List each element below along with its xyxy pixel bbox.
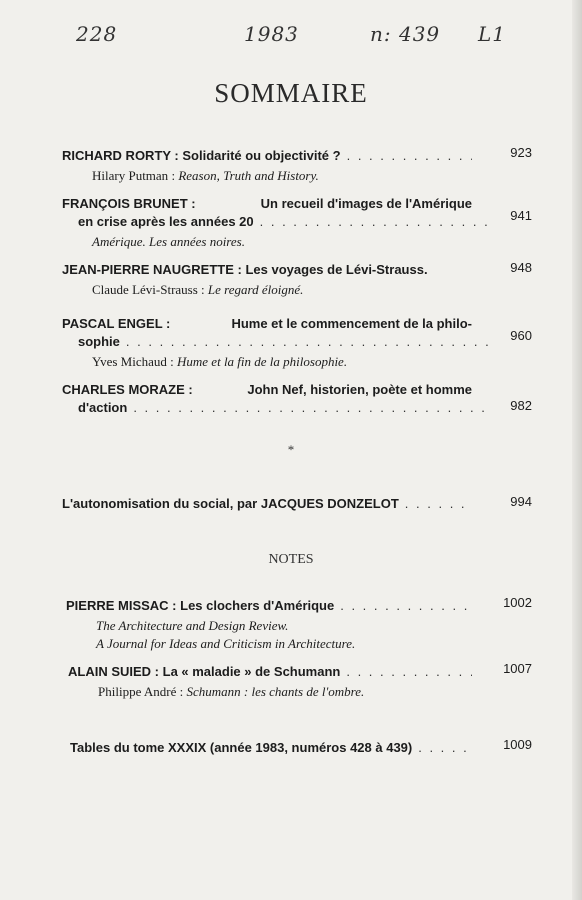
page-number: 1007 [503,661,532,676]
entry-author: RICHARD RORTY : [62,148,179,163]
reviewer: Hilary Putman [92,168,169,183]
entry-heading-cont [62,334,488,349]
page-number: 982 [510,398,532,413]
entry-heading [66,598,472,613]
page-number: 923 [510,145,532,160]
entry-author: JEAN-PIERRE NAUGRETTE : [62,262,242,277]
toc-entry [62,145,532,186]
leader-dots [405,496,472,511]
entry-title: Tables du tome XXXIX (année 1983, numéros 428 à 439) [70,740,413,755]
toc-entry [70,737,532,758]
reviewed-work: Le regard éloigné. [207,282,304,297]
review-line [62,234,532,252]
page-number: 960 [510,328,532,343]
toc-entry [62,196,532,252]
entry-heading [62,148,472,163]
entry-title: La « maladie » de Schumann [162,664,341,679]
reviewed-work: Schumann : les chants de l'ombre. [186,684,365,699]
toc-entry [68,661,532,702]
entry-heading-cont [62,400,488,415]
entry-title: Un recueil d'images de l'Amérique [260,196,472,211]
reviewed-work: Hume et la fin de la philosophie. [177,354,348,369]
entry-heading [70,740,472,755]
page-number: 1009 [503,737,532,752]
separator-asterisk: * [287,442,295,457]
entry-author: ALAIN SUIED : [68,664,159,679]
review-line: Hilary Putman : Reason, Truth and History. [92,168,319,183]
reviewed-work: A Journal for Ideas and Criticism in Architecture. [96,636,356,651]
entry-heading [62,196,472,211]
toc-entry [62,262,532,300]
entry-title: Solidarité ou objectivité ? [182,148,341,163]
leader-dots [340,598,472,613]
review-line: Claude Lévi-Strauss : Le regard éloigné. [92,282,304,297]
entry-heading [62,316,472,331]
toc-entry [62,382,532,418]
handwritten-mark: L1 [478,22,507,46]
reviewer: Yves Michaud [92,354,167,369]
review-line [66,618,532,636]
toc-entry [62,496,532,514]
leader-dots [347,148,472,163]
entry-heading-cont [62,214,488,229]
reviewed-work: Reason, Truth and History. [178,168,319,183]
page-number: 941 [510,208,532,223]
page-number: 948 [510,260,532,275]
entry-heading [68,664,472,679]
reviewed-work: The Architecture and Design Review. [96,618,289,633]
page-number: 1002 [503,595,532,610]
leader-dots [346,664,472,679]
review-line [66,636,532,654]
entry-author: CHARLES MORAZE : [62,382,193,397]
leader-dots [418,740,472,755]
page-title: SOMMAIRE [214,78,368,108]
entry-author: PIERRE MISSAC : [66,598,177,613]
entry-title: John Nef, historien, poète et homme [247,382,472,397]
entry-author: PASCAL ENGEL : [62,316,171,331]
entry-title-cont: d'action [78,400,128,415]
page-number: 994 [510,494,532,509]
entry-heading [62,382,472,397]
toc-entry [66,595,532,654]
reviewer: Claude Lévi-Strauss [92,282,198,297]
entry-title: L'autonomisation du social, par JACQUES DONZELOT [62,496,399,511]
notes-heading: NOTES [268,552,314,567]
entry-title: Hume et le commencement de la philo- [231,316,472,331]
handwritten-number: 228 [76,22,118,46]
entry-heading [62,496,472,511]
entry-title: Les clochers d'Amérique [180,598,335,613]
reviewer: Philippe André [98,684,177,699]
entry-heading [62,262,472,277]
entry-title-cont: sophie [78,334,120,349]
review-line: Yves Michaud : Hume et la fin de la philosophie. [92,354,348,369]
review-line: Philippe André : Schumann : les chants de l'ombre. [98,684,365,699]
entry-title-cont: en crise après les années 20 [78,214,254,229]
reviewed-work: Amérique. Les années noires. [92,234,245,249]
handwritten-issue: n: 439 [370,22,441,46]
toc-entry [62,316,532,372]
entry-title: Les voyages de Lévi-Strauss. [245,262,428,277]
entry-author: FRANÇOIS BRUNET : [62,196,196,211]
leader-dots [260,214,488,229]
leader-dots [126,334,488,349]
handwritten-year: 1983 [244,22,299,46]
leader-dots [133,400,488,415]
